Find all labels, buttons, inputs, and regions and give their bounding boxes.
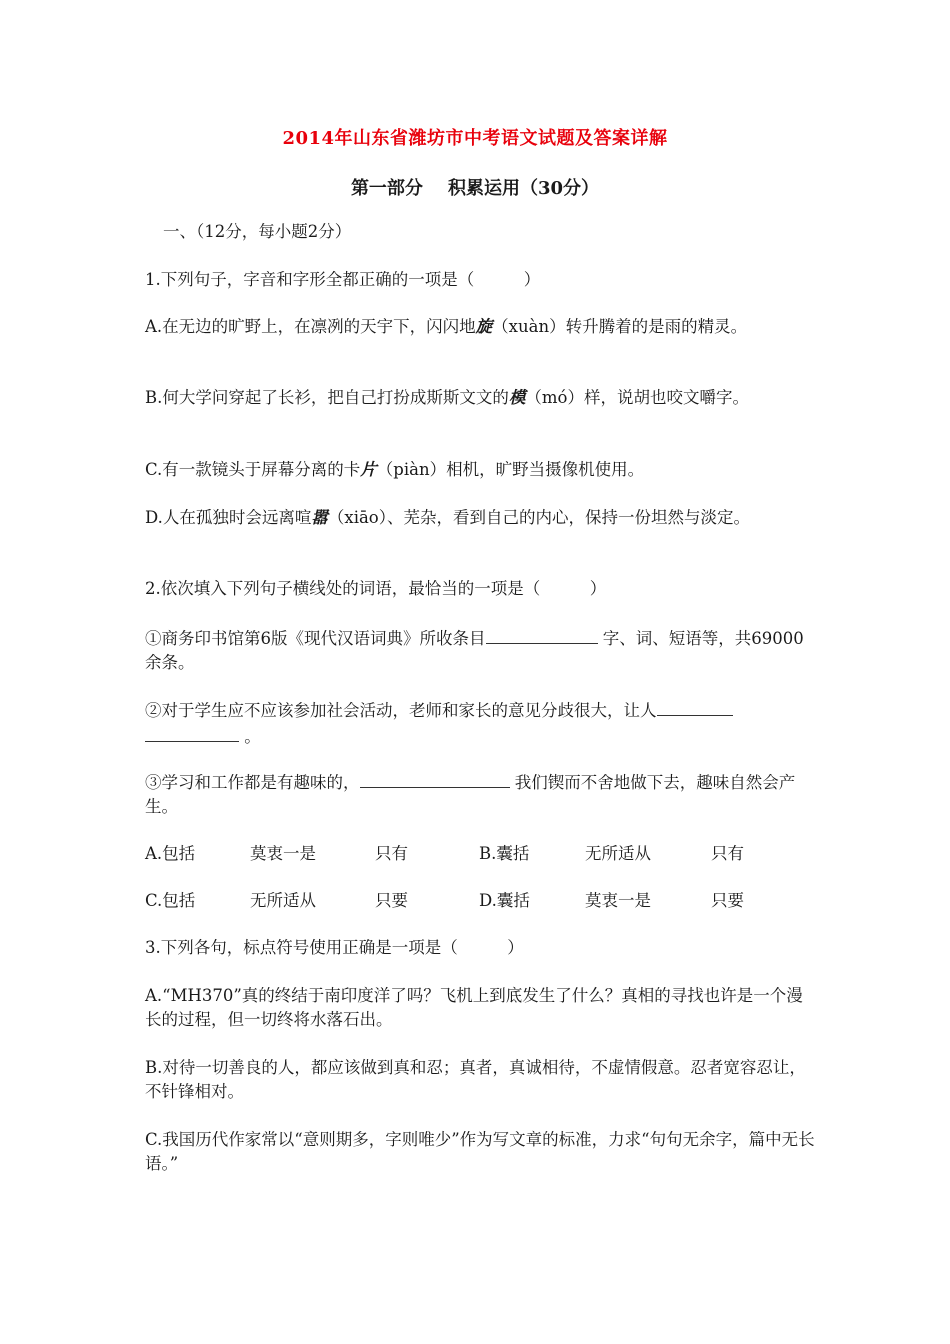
option-cell: 只有 [375, 844, 408, 863]
question-1-option-d: D.人在孤独时会远离喧嚣（xiāo）、芜杂，看到自己的内心，保持一份坦然与淡定。 [145, 508, 750, 527]
option-cell: A.包括 [145, 844, 196, 863]
section-heading: 第一部分 积累运用（30分） [350, 178, 600, 199]
question-3-option-c: C.我国历代作家常以“意则期多，字则唯少”作为写文章的标准，力求“句句无余字，篇中无长语。” [145, 1130, 815, 1173]
option-cell: 莫衷一是 [250, 844, 316, 863]
option-cell: 莫衷一是 [585, 891, 651, 910]
fill-blank [145, 723, 239, 742]
question-1-stem: 1.下列句子，字音和字形全都正确的一项是（ ） [145, 270, 541, 289]
option-cell: 只要 [711, 891, 744, 910]
question-3-option-b: B.对待一切善良的人，都应该做到真和忍；真者，真诚相待，不虚情假意。忍者宽容忍让，不针锋相对。 [145, 1058, 806, 1101]
fill-blank [360, 769, 510, 788]
question-1-option-c: C.有一款镜头于屏幕分离的卡片（piàn）相机，旷野当摄像机使用。 [145, 460, 645, 479]
document-title: 2014年山东省潍坊市中考语文试题及答案详解 [282, 128, 668, 149]
question-2-sentence-2: ②对于学生应不应该参加社会活动，老师和家长的意见分歧很大，让人 。 [145, 697, 815, 749]
question-1-option-a: A.在无边的旷野上，在凛冽的天宇下，闪闪地旋（xuàn）转升腾着的是雨的精灵。 [145, 317, 748, 336]
question-3-stem: 3.下列各句，标点符号使用正确是一项是（ ） [145, 938, 524, 957]
option-cell: 无所适从 [585, 844, 651, 863]
question-2-stem: 2.依次填入下列句子横线处的词语，最恰当的一项是（ ） [145, 579, 607, 598]
question-1-option-b: B.何大学问穿起了长衫，把自己打扮成斯斯文文的模（mó）样，说胡也咬文嚼字。 [145, 388, 749, 407]
option-cell: 只要 [375, 891, 408, 910]
option-cell: C.包括 [145, 891, 196, 910]
question-2-sentence-3: ③学习和工作都是有趣味的， 我们锲而不舍地做下去，趣味自然会产生。 [145, 769, 815, 819]
fill-blank [486, 625, 598, 644]
option-cell: 无所适从 [250, 891, 316, 910]
group-heading: 一、（12分，每小题2分） [163, 222, 352, 241]
question-3-option-a: A.“MH370”真的终结于南印度洋了吗？飞机上到底发生了什么？真相的寻找也许是一个漫长的过程，但一切终将水落石出。 [145, 986, 803, 1029]
question-2-sentence-1: ①商务印书馆第6版《现代汉语词典》所收条目 字、词、短语等，共69000余条。 [145, 625, 815, 675]
option-cell: B.囊括 [479, 844, 530, 863]
option-cell: 只有 [711, 844, 744, 863]
fill-blank [657, 697, 733, 716]
option-cell: D.囊括 [479, 891, 530, 910]
